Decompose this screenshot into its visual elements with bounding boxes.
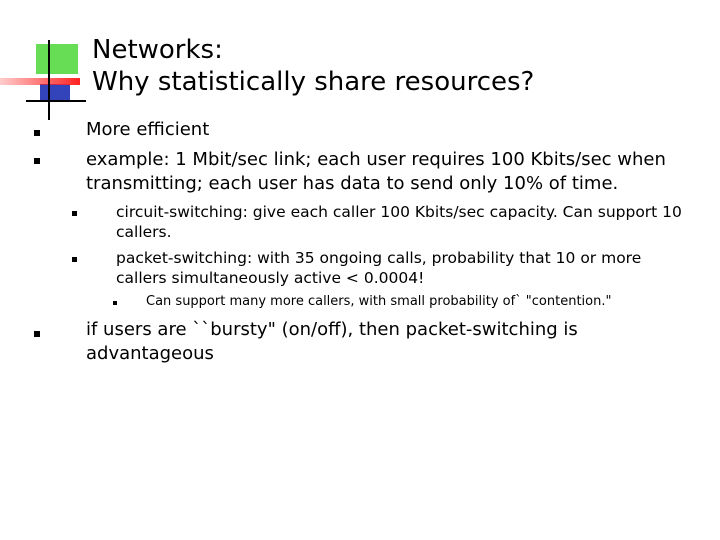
bullet-bursty	[86, 318, 578, 366]
bullet-example-line-1: example: 1 Mbit/sec link; each user requires 100 Kbits/sec when	[86, 149, 666, 170]
bullet-marker	[72, 211, 77, 216]
slide-title	[92, 34, 534, 98]
packet-switching-line-2: callers simultaneously active < 0.0004!	[116, 269, 425, 287]
title-line-1: Networks:	[92, 35, 223, 65]
bullet-marker	[34, 158, 40, 164]
logo-red-bar	[0, 78, 80, 85]
logo-green-block	[36, 44, 78, 74]
circuit-switching-line-2: callers.	[116, 223, 172, 241]
bullet-marker	[34, 331, 40, 337]
circuit-switching-line-1: circuit-switching: give each caller 100 Kbits/sec capacity. Can support 10	[116, 203, 682, 221]
bullet-example-line-2: transmitting; each user has data to send only 10% of time.	[86, 173, 619, 194]
bursty-line-2: advantageous	[86, 343, 214, 364]
packet-switching-line-1: packet-switching: with 35 ongoing calls, probability that 10 or more	[116, 249, 642, 267]
bullet-marker	[72, 257, 77, 262]
logo-horizontal-line	[26, 100, 86, 102]
bullet-marker	[34, 130, 40, 136]
bullet-marker	[113, 301, 117, 305]
title-line-2: Why statistically share resources?	[92, 67, 535, 97]
bullet-circuit-switching	[116, 202, 682, 242]
bursty-line-1: if users are ``bursty" (on/off), then packet-switching is	[86, 319, 578, 340]
bullet-many-more-callers: Can support many more callers, with small probability of` "contention."	[146, 294, 612, 309]
bullet-example	[86, 148, 666, 196]
logo-vertical-line	[48, 40, 50, 120]
bullet-more-efficient: More efficient	[86, 119, 210, 140]
bullet-packet-switching	[116, 248, 641, 288]
